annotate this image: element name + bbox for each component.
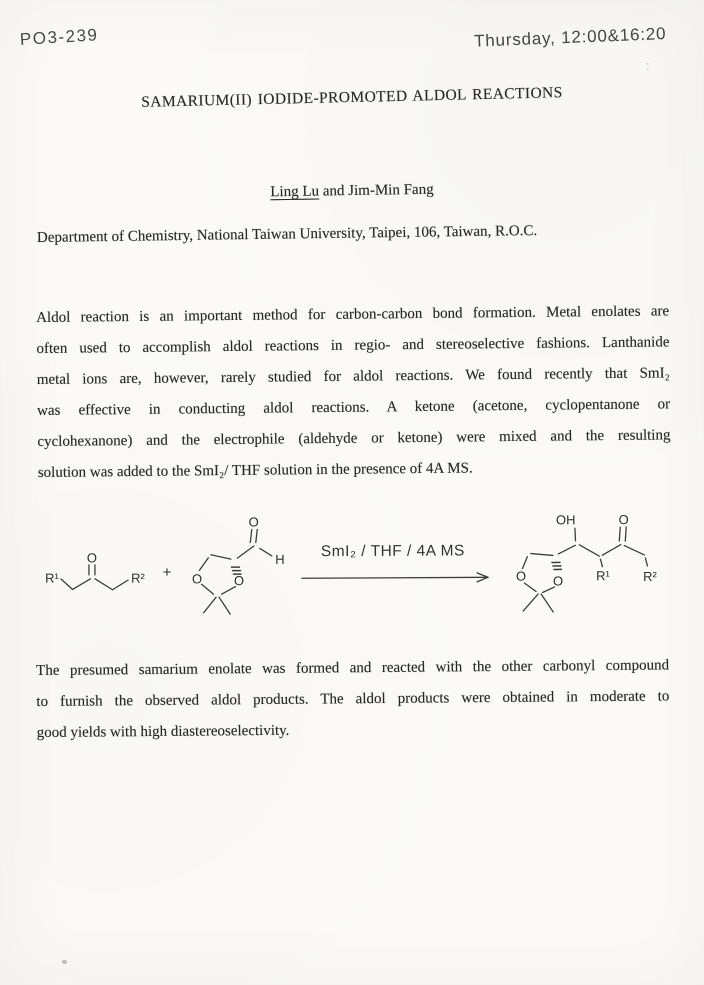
reaction-scheme <box>0 498 704 662</box>
plus-sign: + <box>162 563 172 581</box>
ring-o-left-label: O <box>191 571 203 587</box>
hydroxyl-label: OH <box>555 512 576 528</box>
aldehyde-o-label: O <box>248 514 259 530</box>
aldehyde-h-label: H <box>275 551 285 567</box>
reagents-label: SmI₂ / THF / 4A MS <box>320 542 465 561</box>
product-r2-label: R² <box>643 568 657 584</box>
r2-label: R² <box>131 570 145 586</box>
presenting-author: Ling Lu <box>270 183 320 201</box>
scan-artifact-mark: : <box>646 58 650 73</box>
abstract-line: The presumed samarium enolate was formed and reacted with the other carbonyl compound <box>36 657 670 679</box>
ring-o-right-label: O <box>233 573 245 589</box>
r1-label: R¹ <box>45 570 59 586</box>
affiliation-line: Department of Chemistry, National Taiwan University, Taipei, 106, Taiwan, R.O.C. <box>36 223 538 246</box>
abstract-line: metal ions are, however, rarely studied for aldol reactions. We found recently that SmI₂ <box>36 365 670 388</box>
abstract-line: was effective in conducting aldol reactions. A ketone (acetone, cyclopentanone or <box>37 396 671 419</box>
abstract-line: solution was added to the SmI₂/ THF solution in the presence of 4A MS. <box>37 460 473 481</box>
product-ring-o-right-label: O <box>552 573 564 589</box>
abstract-paragraph-1 <box>36 296 671 489</box>
ketone-structure <box>45 550 146 590</box>
abstract-title: SAMARIUM(II) IODIDE-PROMOTED ALDOL REACTIONS <box>141 84 563 111</box>
poster-id: PO3-239 <box>19 25 99 49</box>
abstract-line: good yields with high diastereoselectivity. <box>36 722 290 741</box>
coauthors: and Jim-Min Fang <box>318 181 434 200</box>
scan-speck <box>61 959 67 964</box>
authors-line <box>0 177 704 205</box>
product-r1-label: R¹ <box>596 568 610 584</box>
product-o-label: O <box>618 512 629 528</box>
aldehyde-structure <box>192 514 285 614</box>
abstract-line: often used to accomplish aldol reactions in regio- and stereoselective fashions. Lanthanide <box>36 334 670 357</box>
session-time: Thursday, 12:00&16:20 <box>473 24 667 51</box>
product-structure <box>516 512 658 612</box>
abstract-paragraph-2 <box>36 650 670 749</box>
carbonyl-o-label: O <box>86 550 97 566</box>
product-ring-o-left-label: O <box>515 568 527 584</box>
abstract-line: cyclohexanone) and the electrophile (aldehyde or ketone) were mixed and the resulting <box>37 427 671 450</box>
abstract-line: Aldol reaction is an important method for carbon-carbon bond formation. Metal enolates are <box>36 303 670 326</box>
abstract-line: to furnish the observed aldol products. The aldol products were obtained in moderate to <box>36 688 670 710</box>
reaction-arrow <box>302 542 488 582</box>
